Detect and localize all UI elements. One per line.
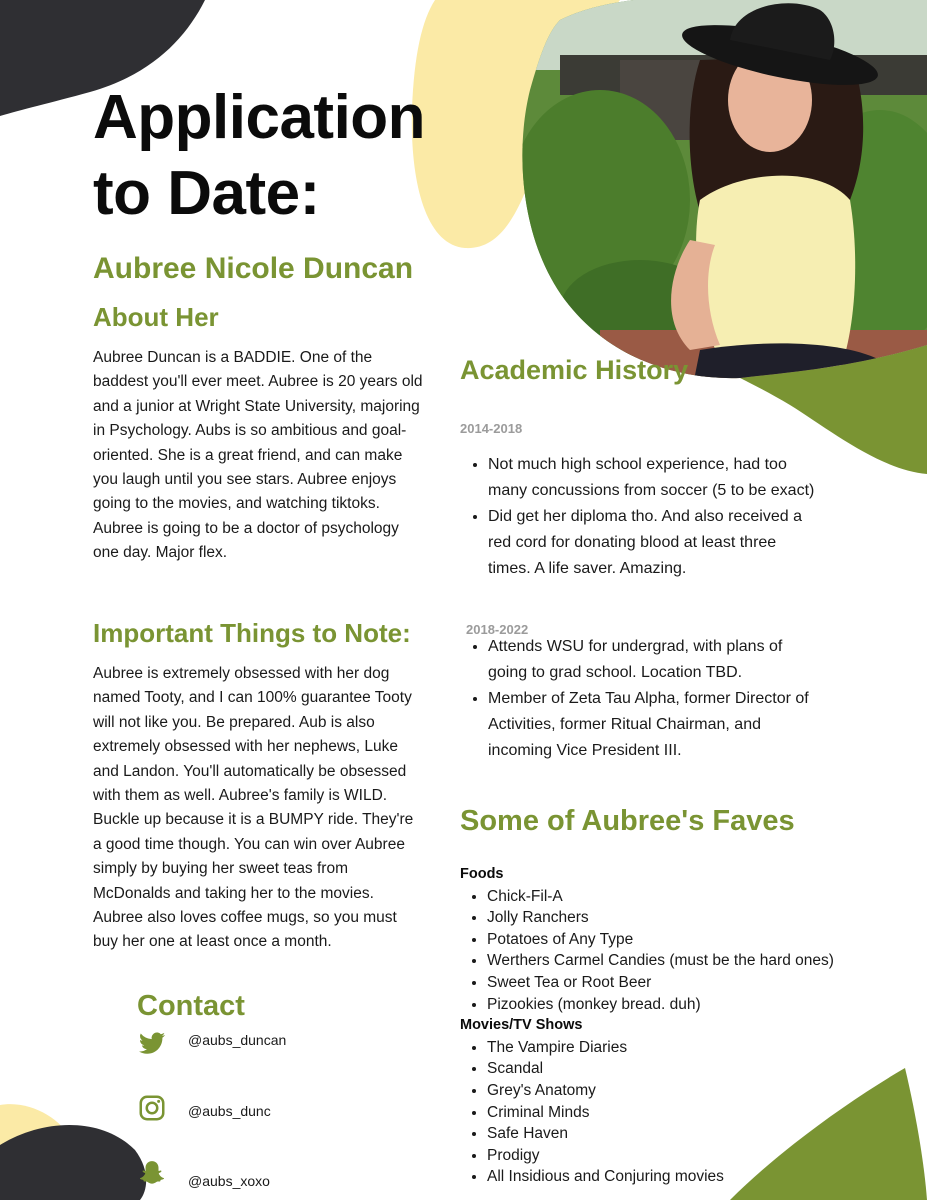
about-heading: About Her [93, 302, 219, 332]
list-item: • Not much high school experience, had too many concussions from soccer (5 to be exact) [488, 452, 820, 504]
contact-item-instagram[interactable] [137, 1093, 167, 1128]
list-item: • The Vampire Diaries [487, 1037, 900, 1059]
list-item: • Pizookies (monkey bread. duh) [487, 994, 900, 1016]
category-label-movies: Movies/TV Shows [460, 1017, 583, 1034]
list-item: • Jolly Ranchers [487, 907, 900, 929]
contact-item-twitter[interactable] [137, 1028, 167, 1063]
list-item: • Scandal [487, 1058, 900, 1080]
contact-item-snapchat[interactable] [137, 1158, 167, 1193]
list-item: • All Insidious and Conjuring movies [487, 1166, 900, 1188]
contact-heading: Contact [137, 990, 245, 1022]
list-item: • Did get her diploma tho. And also received a red cord for donating blood at least three times. A life saver. Amazing. [488, 504, 820, 582]
twitter-handle[interactable]: @aubs_duncan [188, 1032, 287, 1048]
faves-section [460, 864, 900, 1188]
page-title [93, 80, 453, 232]
academic-heading: Academic History [460, 355, 689, 385]
list-item: • Prodigy [487, 1145, 900, 1167]
list-item: • Sweet Tea or Root Beer [487, 972, 900, 994]
twitter-icon [137, 1028, 167, 1058]
instagram-icon [137, 1093, 167, 1123]
list-item: • Grey's Anatomy [487, 1080, 900, 1102]
list-item: • Criminal Minds [487, 1102, 900, 1124]
title-line-2: to Date: [93, 159, 320, 228]
list-item: • Member of Zeta Tau Alpha, former Director of Activities, former Ritual Chairman, and incoming Vice President III. [488, 686, 820, 764]
snapchat-icon [137, 1158, 167, 1188]
snapchat-handle[interactable]: @aubs_xoxo [188, 1173, 270, 1189]
notes-heading: Important Things to Note: [93, 618, 411, 648]
category-label-foods: Foods [460, 866, 504, 882]
list-item: • Safe Haven [487, 1123, 900, 1145]
faves-heading: Some of Aubree's Faves [460, 805, 795, 837]
person-name: Aubree Nicole Duncan [93, 252, 414, 285]
period-years: 2018-2022 [466, 622, 529, 637]
instagram-handle[interactable]: @aubs_dunc [188, 1103, 271, 1119]
about-text: Aubree Duncan is a BADDIE. One of the baddest you'll ever meet. Aubree is 20 years old and a junior at Wright State University, majoring in Psychology. Aubs is so ambitious and goal-oriented. She is a great friend, and can make you laugh until you see stars. Aubree enjoys going to the movies, and watching tiktoks. Aubree is going to be a doctor of psychology one day. Major flex. [93, 349, 423, 562]
period-years: 2014-2018 [460, 421, 523, 436]
list-item: • Attends WSU for undergrad, with plans of going to grad school. Location TBD. [488, 634, 820, 686]
list-item: • Potatoes of Any Type [487, 929, 900, 951]
period-list-2 [460, 634, 820, 764]
notes-text: Aubree is extremely obsessed with her dog named Tooty, and I can 100% guarantee Tooty will not like you. Be prepared. Aub is also extremely obsessed with her nephews, Luke and Landon. You'll automatically be obsessed with them as well. Aubree's family is WILD. Buckle up because it is a BUMPY ride. They're a good time though. You can win over Aubree simply by buying her sweet teas from McDonalds and taking her to the movies. Aubree also loves coffee mugs, so you must buy her one at least once a month. [93, 665, 414, 951]
title-line-1: Application [93, 83, 426, 152]
list-item: • Chick-Fil-A [487, 886, 900, 908]
list-item: • Werthers Carmel Candies (must be the hard ones) [487, 950, 900, 972]
period-list-1 [460, 452, 820, 582]
